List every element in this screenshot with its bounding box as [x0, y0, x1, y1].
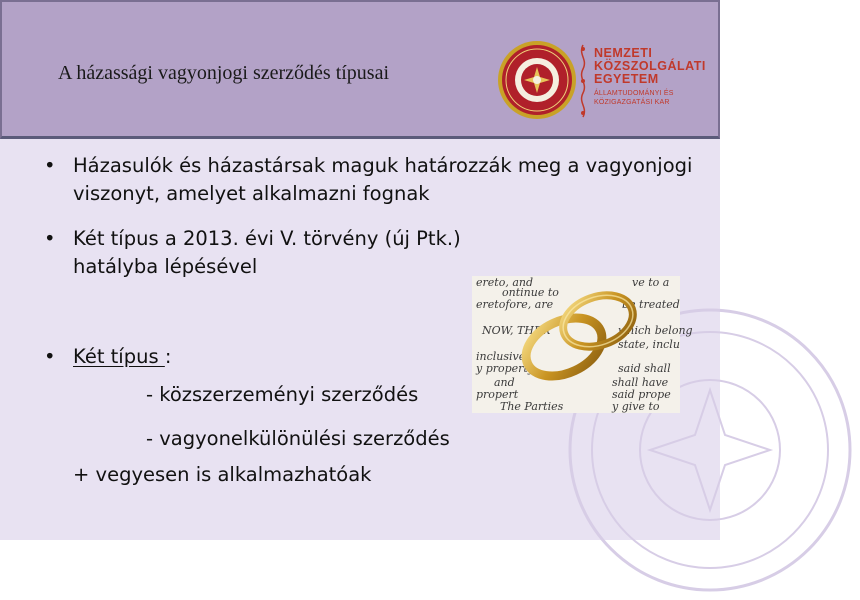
logo-line-1: NEMZETI	[594, 46, 653, 60]
seal-icon	[496, 39, 578, 121]
photo-text: y give to	[612, 400, 660, 413]
slide-title: A házassági vagyonjogi szerződés típusai	[58, 62, 390, 84]
bullet-text-2: Két típus a 2013. évi V. törvény (új Ptk.) hatályba lépésével	[73, 227, 461, 278]
sub-item-1: - közszerzeményi szerződés	[146, 383, 419, 406]
bullet-colon: :	[164, 345, 172, 368]
university-logo	[496, 39, 706, 129]
bullet-text-1: Házasulók és házastársak maguk határozzák meg a vagyonjogi viszonyt, amelyet alkalmazni fognak	[73, 154, 693, 205]
photo-text: said shall	[618, 362, 671, 375]
wedding-rings-photo	[472, 276, 693, 413]
photo-text: The Parties	[500, 400, 564, 413]
bullet-icon: •	[44, 154, 56, 177]
photo-text: ereto, and	[476, 276, 533, 289]
photo-text: be treated	[622, 298, 680, 311]
wedding-rings-icon	[512, 281, 652, 391]
photo-text: and	[494, 376, 515, 389]
logo-sub-2: KÖZIGAZGATÁSI KAR	[594, 99, 670, 106]
logo-text	[594, 47, 706, 107]
sub-item-3: + vegyesen is alkalmazhatóak	[73, 463, 372, 486]
bullet-icon: •	[44, 227, 56, 250]
logo-line-2: KÖZSZOLGÁLATI	[594, 59, 706, 73]
photo-text: which belong	[618, 324, 693, 337]
photo-text: said prope	[612, 388, 671, 401]
bullet-icon: •	[44, 345, 56, 368]
photo-text: ontinue to	[502, 286, 559, 299]
photo-text: eretofore, are	[476, 298, 554, 311]
photo-text: y property	[476, 362, 535, 375]
photo-text: propert	[476, 388, 519, 401]
photo-text: inclusive	[476, 350, 526, 363]
bullet-text-3: Két típus	[73, 345, 165, 368]
photo-text: state, inclu	[618, 338, 680, 351]
photo-text: ve to a	[632, 276, 670, 289]
photo-text: NOW, THER	[482, 324, 551, 337]
ornament-icon	[576, 41, 590, 121]
bullet-item	[44, 225, 493, 281]
logo-line-3: EGYETEM	[594, 72, 659, 86]
logo-sub-1: ÁLLAMTUDOMÁNYI ÉS	[594, 90, 674, 97]
sub-item-2: - vagyonelkülönülési szerződés	[146, 427, 450, 450]
bullet-item	[44, 343, 493, 371]
title-bar	[0, 0, 720, 139]
bullet-item	[44, 152, 693, 208]
photo-text: shall have	[612, 376, 669, 389]
